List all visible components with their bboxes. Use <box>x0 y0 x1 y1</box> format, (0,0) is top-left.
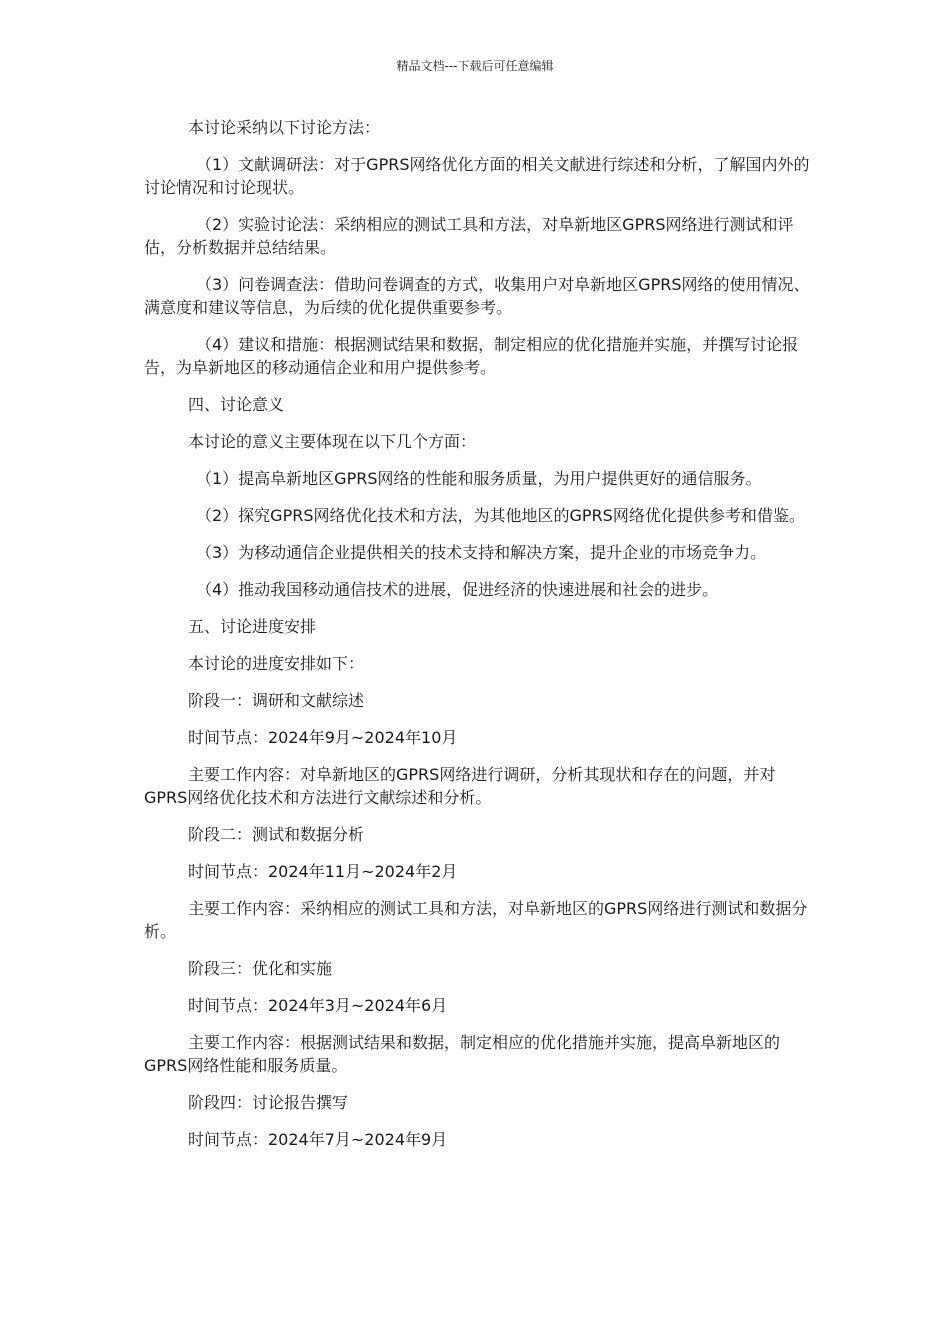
section-heading-schedule: 五、讨论进度安排 <box>188 617 317 636</box>
paragraph-significance-3: （3）为移动通信企业提供相关的技术支持和解决方案，提升企业的市场竞争力。 <box>196 543 767 562</box>
stage-1-time: 时间节点：2024年9月~2024年10月 <box>188 728 458 747</box>
stage-2-time: 时间节点：2024年11月~2024年2月 <box>188 862 458 881</box>
stage-2-content: 主要工作内容：采纳相应的测试工具和方法，对阜新地区的GPRS网络进行测试和数据分析。 <box>144 899 808 941</box>
stage-3-title: 阶段三：优化和实施 <box>188 959 333 978</box>
paragraph-method-4: （4）建议和措施：根据测试结果和数据，制定相应的优化措施并实施，并撰写讨论报告，为阜新地区的移动通信企业和用户提供参考。 <box>144 335 799 377</box>
stage-4-title: 阶段四：讨论报告撰写 <box>188 1093 349 1112</box>
page-header: 精品文档---下载后可任意编辑 <box>396 59 554 73</box>
paragraph-significance-2: （2）探究GPRS网络优化技术和方法，为其他地区的GPRS网络优化提供参考和借鉴。 <box>196 506 805 525</box>
paragraph-significance-1: （1）提高阜新地区GPRS网络的性能和服务质量，为用户提供更好的通信服务。 <box>196 469 762 488</box>
stage-3-time: 时间节点：2024年3月~2024年6月 <box>188 996 448 1015</box>
stage-1-title: 阶段一：调研和文献综述 <box>188 691 365 710</box>
paragraph-method-1: （1）文献调研法：对于GPRS网络优化方面的相关文献进行综述和分析，了解国内外的讨论情况和讨论现状。 <box>144 155 810 197</box>
section-heading-significance: 四、讨论意义 <box>188 395 285 414</box>
paragraph-method-3: （3）问卷调查法：借助问卷调查的方式，收集用户对阜新地区GPRS网络的使用情况、满意度和建议等信息，为后续的优化提供重要参考。 <box>144 275 810 317</box>
stage-1-content: 主要工作内容：对阜新地区的GPRS网络进行调研，分析其现状和存在的问题，并对GPRS网络优化技术和方法进行文献综述和分析。 <box>144 765 776 807</box>
paragraph-methods-intro: 本讨论采纳以下讨论方法： <box>188 118 381 137</box>
paragraph-significance-intro: 本讨论的意义主要体现在以下几个方面： <box>188 432 477 451</box>
stage-2-title: 阶段二：测试和数据分析 <box>188 825 365 844</box>
stage-4-time: 时间节点：2024年7月~2024年9月 <box>188 1130 448 1149</box>
paragraph-schedule-intro: 本讨论的进度安排如下： <box>188 654 365 673</box>
stage-3-content: 主要工作内容：根据测试结果和数据，制定相应的优化措施并实施，提高阜新地区的GPRS网络性能和服务质量。 <box>144 1033 781 1075</box>
paragraph-significance-4: （4）推动我国移动通信技术的进展，促进经济的快速进展和社会的进步。 <box>196 580 719 599</box>
document-body <box>144 116 814 1165</box>
paragraph-method-2: （2）实验讨论法：采纳相应的测试工具和方法，对阜新地区GPRS网络进行测试和评估，分析数据并总结结果。 <box>144 215 794 257</box>
